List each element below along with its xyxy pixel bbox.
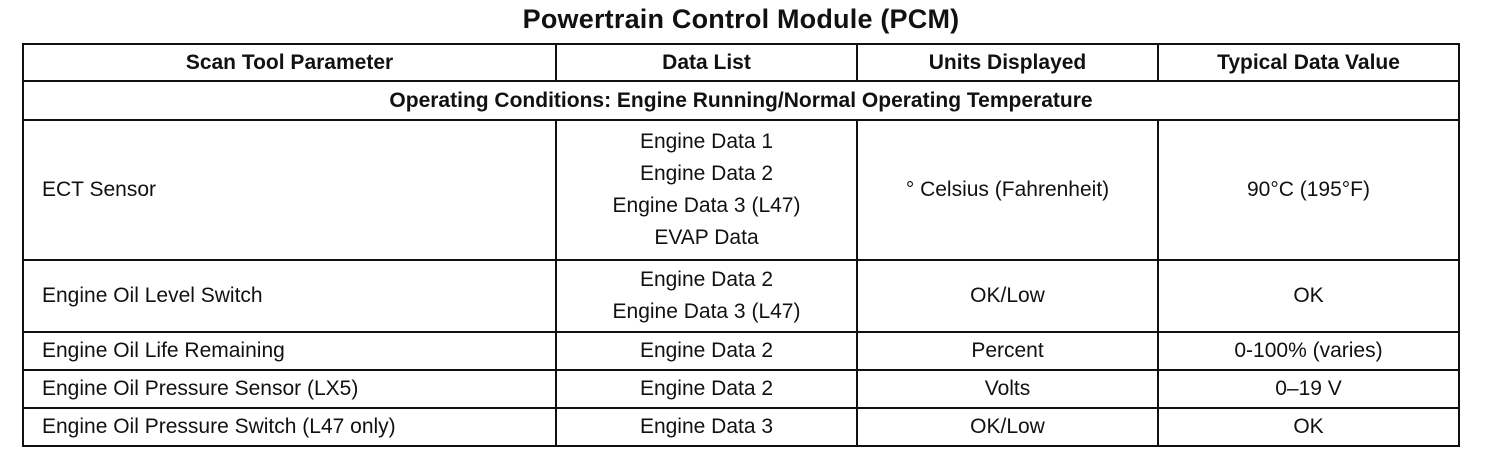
section-row	[23, 81, 1459, 120]
data-list-cell	[556, 260, 857, 332]
parameter-cell: Engine Oil Life Remaining	[23, 332, 556, 370]
header-data-list: Data List	[556, 44, 857, 81]
table-row	[23, 370, 1459, 408]
table-row	[23, 260, 1459, 332]
data-list-cell	[556, 120, 857, 260]
value-cell: OK	[1158, 408, 1459, 446]
table-row	[23, 408, 1459, 446]
units-cell: OK/Low	[857, 260, 1158, 332]
pcm-data-table	[22, 43, 1460, 447]
table-header-row	[23, 44, 1459, 81]
data-list-item: Engine Data 3 (L47)	[612, 194, 801, 217]
data-list-item: Engine Data 2	[639, 268, 774, 291]
data-list-cell: Engine Data 2	[556, 370, 857, 408]
section-operating-conditions: Operating Conditions: Engine Running/Normal Operating Temperature	[23, 81, 1459, 120]
units-cell: Percent	[857, 332, 1158, 370]
parameter-cell: Engine Oil Pressure Sensor (LX5)	[23, 370, 556, 408]
header-units-displayed: Units Displayed	[857, 44, 1158, 81]
parameter-cell: Engine Oil Level Switch	[23, 260, 556, 332]
page-title: Powertrain Control Module (PCM)	[522, 4, 960, 34]
data-list-item: Engine Data 1	[639, 130, 774, 153]
units-cell: ° Celsius (Fahrenheit)	[857, 120, 1158, 260]
value-cell: 90°C (195°F)	[1158, 120, 1459, 260]
data-list-item: Engine Data 2	[639, 162, 774, 185]
header-scan-tool-parameter: Scan Tool Parameter	[23, 44, 556, 81]
parameter-cell: Engine Oil Pressure Switch (L47 only)	[23, 408, 556, 446]
value-cell: OK	[1158, 260, 1459, 332]
units-cell: OK/Low	[857, 408, 1158, 446]
table-row	[23, 332, 1459, 370]
units-cell: Volts	[857, 370, 1158, 408]
header-typical-data-value: Typical Data Value	[1158, 44, 1459, 81]
data-list-cell: Engine Data 2	[556, 332, 857, 370]
parameter-cell: ECT Sensor	[23, 120, 556, 260]
value-cell: 0–19 V	[1158, 370, 1459, 408]
data-list-item: Engine Data 3 (L47)	[612, 300, 801, 323]
value-cell: 0-100% (varies)	[1158, 332, 1459, 370]
data-list-cell: Engine Data 3	[556, 408, 857, 446]
table-row	[23, 120, 1459, 260]
data-list-item: EVAP Data	[654, 226, 759, 249]
